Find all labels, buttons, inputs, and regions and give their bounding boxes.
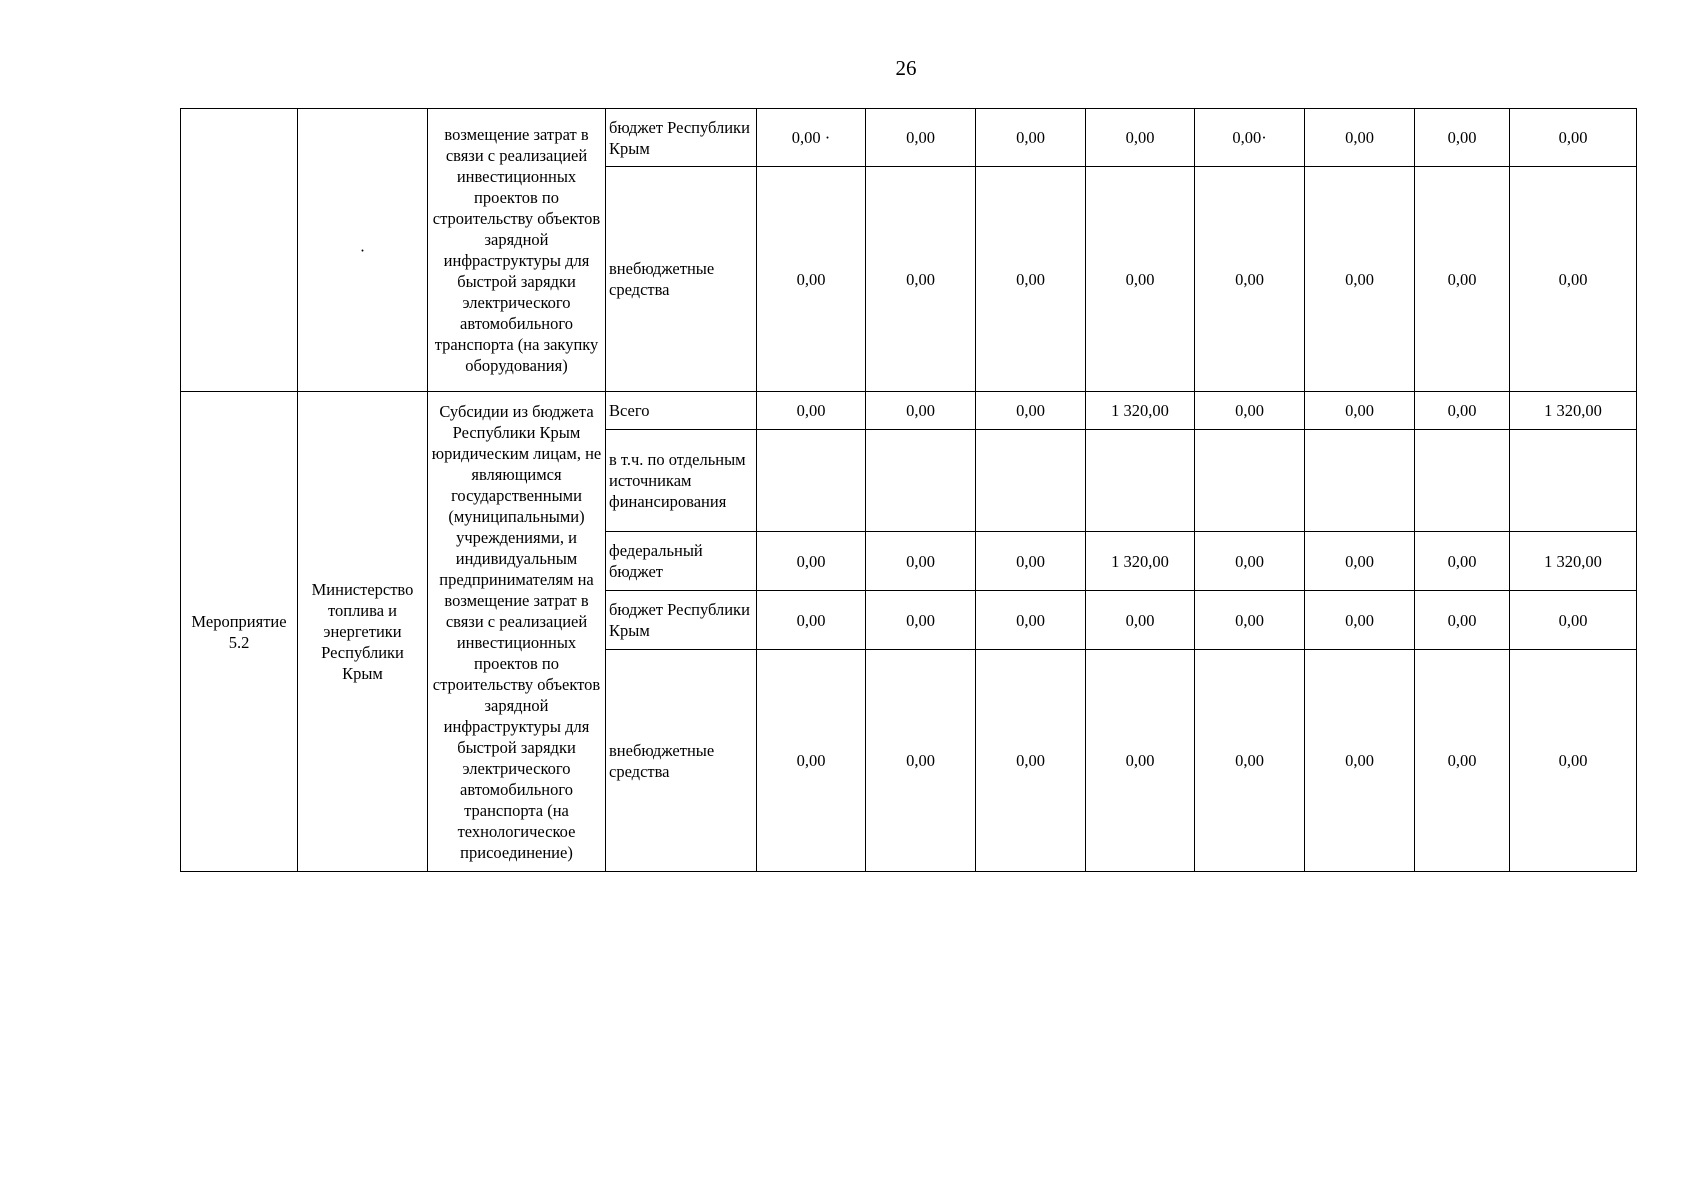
stray-mark: ·: [359, 240, 366, 260]
value-cell: 0,00: [866, 532, 976, 591]
value-cell: 0,00: [976, 532, 1086, 591]
source-label: бюджет Республики Крым: [606, 591, 757, 650]
value-cell: 1 320,00: [1086, 392, 1195, 430]
executor-cell-continued: [298, 109, 428, 392]
value-cell: 0,00: [1510, 167, 1637, 392]
financing-table: [180, 108, 1637, 872]
table-row: [181, 109, 1637, 167]
measure-executor: Министерство топлива и энергетики Республики Крым: [298, 392, 428, 872]
source-label: федеральный бюджет: [606, 532, 757, 591]
value-cell: 0,00: [1510, 650, 1637, 872]
value-cell: 0,00: [1305, 392, 1415, 430]
value-cell: 1 320,00: [1086, 532, 1195, 591]
value-cell: 0,00: [866, 109, 976, 167]
value-cell: [1415, 430, 1510, 532]
value-cell: 1 320,00: [1510, 392, 1637, 430]
value-cell: [1086, 430, 1195, 532]
value-cell: 1 320,00: [1510, 532, 1637, 591]
value-cell: 0,00: [1415, 650, 1510, 872]
value-cell: [1195, 430, 1305, 532]
source-label: внебюджетные средства: [606, 650, 757, 872]
source-label: в т.ч. по отдельным источникам финансирования: [606, 430, 757, 532]
value-cell: 0,00: [1510, 109, 1637, 167]
value-cell: 0,00: [1415, 532, 1510, 591]
value-cell: 0,00: [976, 392, 1086, 430]
value-cell: 0,00: [757, 650, 866, 872]
measure-cell-continued: [181, 109, 298, 392]
value-cell: 0,00: [1086, 591, 1195, 650]
source-label: бюджет Республики Крым: [606, 109, 757, 167]
measure-name: Мероприятие 5.2: [181, 392, 298, 872]
value-cell: 0,00: [1305, 532, 1415, 591]
value-cell: 0,00: [757, 167, 866, 392]
value-cell: 0,00: [1415, 392, 1510, 430]
value-cell: 0,00: [1086, 109, 1195, 167]
value-cell: 0,00: [976, 109, 1086, 167]
value-cell: 0,00: [866, 392, 976, 430]
value-cell: 0,00: [1415, 109, 1510, 167]
page-number: 26: [895, 56, 917, 80]
value-cell: 0,00: [1305, 650, 1415, 872]
value-cell: 0,00: [1195, 532, 1305, 591]
value-cell: 0,00: [1195, 167, 1305, 392]
value-cell: [1305, 430, 1415, 532]
measure-description: Субсидии из бюджета Республики Крым юридическим лицам, не являющимся государственными (муниципальными) учреждениями, и индивидуальным предпринимателям на возмещение затрат в связи с реализацией инвестиционных проектов по строительству объектов зарядной инфраструктуры для быстрой зарядки электрического автомобильного транспорта (на технологическое присоединение): [428, 392, 606, 872]
value-cell: 0,00: [757, 591, 866, 650]
value-cell: 0,00: [1415, 591, 1510, 650]
value-cell: 0,00: [866, 167, 976, 392]
value-cell: 0,00 ·: [757, 109, 866, 167]
value-cell: 0,00: [757, 392, 866, 430]
value-cell: 0,00: [866, 591, 976, 650]
value-cell: 0,00: [976, 167, 1086, 392]
value-cell: [976, 430, 1086, 532]
value-cell: [1510, 430, 1637, 532]
value-cell: [866, 430, 976, 532]
value-cell: 0,00: [976, 591, 1086, 650]
value-cell: 0,00: [1510, 591, 1637, 650]
table-row: [181, 392, 1637, 430]
source-label: внебюджетные средства: [606, 167, 757, 392]
value-cell: 0,00: [1305, 591, 1415, 650]
value-cell: 0,00: [1086, 167, 1195, 392]
value-cell: 0,00: [757, 532, 866, 591]
value-cell: [757, 430, 866, 532]
value-cell: 0,00: [866, 650, 976, 872]
value-cell: 0,00·: [1195, 109, 1305, 167]
value-cell: 0,00: [1415, 167, 1510, 392]
value-cell: 0,00: [1086, 650, 1195, 872]
value-cell: 0,00: [1305, 109, 1415, 167]
value-cell: 0,00: [1195, 650, 1305, 872]
source-label: Всего: [606, 392, 757, 430]
description-cell-continued: возмещение затрат в связи с реализацией инвестиционных проектов по строительству объектов зарядной инфраструктуры для быстрой зарядки электрического автомобильного транспорта (на закупку оборудования): [428, 109, 606, 392]
value-cell: 0,00: [1195, 392, 1305, 430]
value-cell: 0,00: [1195, 591, 1305, 650]
value-cell: 0,00: [1305, 167, 1415, 392]
value-cell: 0,00: [976, 650, 1086, 872]
